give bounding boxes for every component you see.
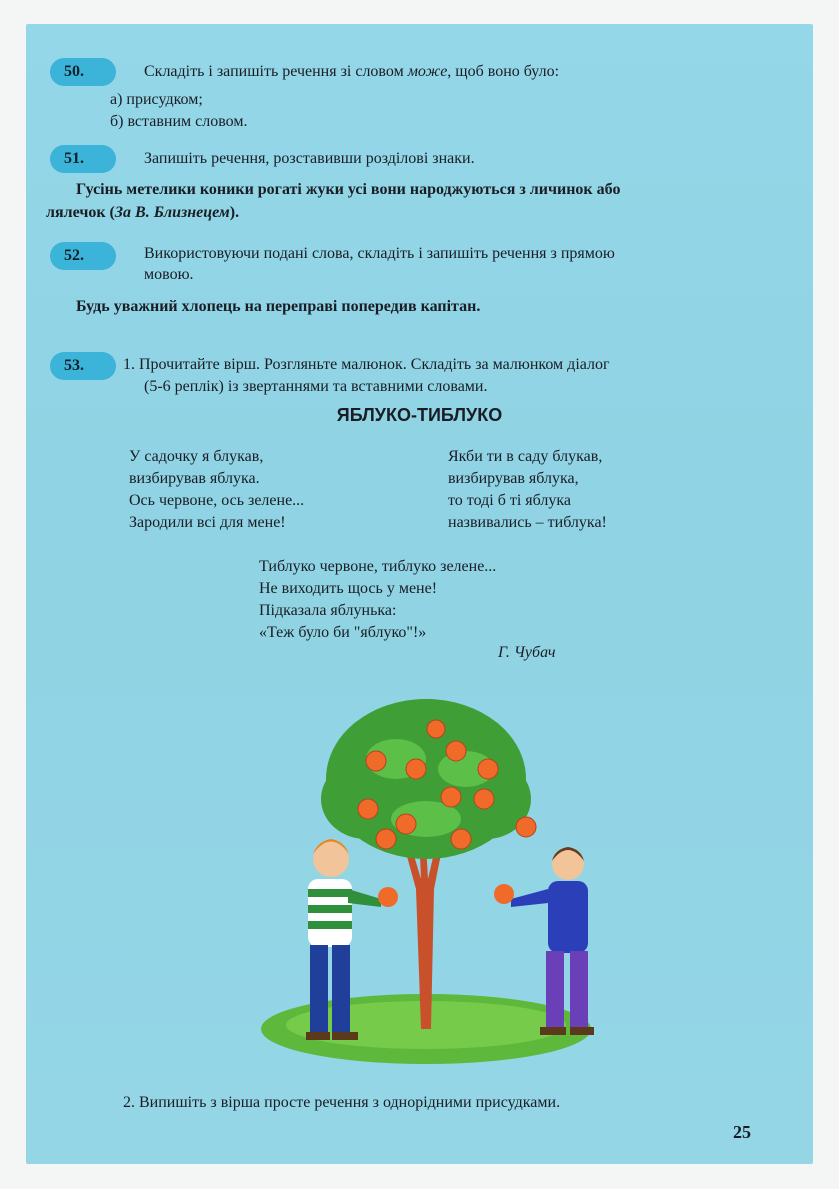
- exercise-51-text-line2: лялечок (За В. Близнецем).: [46, 204, 240, 221]
- exercise-52-text: Будь уважний хлопець на переправі попередив капітан.: [76, 298, 481, 315]
- exercise-number-51: 51.: [50, 145, 116, 173]
- exercise-51-text-line1: Гусінь метелики коники рогаті жуки усі вони народжуються з личинок або: [76, 181, 621, 198]
- exercise-51-instruction: Запишіть речення, розставивши розділові знаки.: [144, 150, 475, 167]
- poem-line: Зародили всі для мене!: [129, 514, 286, 531]
- exercise-53-task1-line1: 1. Прочитайте вірш. Розгляньте малюнок. Складіть за малюнком діалог: [123, 356, 610, 373]
- textbook-page: [26, 24, 813, 1164]
- exercise-number-50: 50.: [50, 58, 116, 86]
- exercise-number-52: 52.: [50, 242, 116, 270]
- poem-line: Тиблуко червоне, тиблуко зелене...: [259, 558, 497, 575]
- poem-line: то тоді б ті яблука: [448, 492, 571, 509]
- apple-tree-illustration: [256, 689, 596, 1069]
- poem-line: Підказала яблунька:: [259, 602, 397, 619]
- poem-title: ЯБЛУКО-ТИБЛУКО: [336, 405, 503, 425]
- poem-line: «Теж було би "яблуко"!»: [259, 624, 427, 641]
- poem-stanza-1: [129, 446, 304, 534]
- poem-line: Ось червоне, ось зелене...: [129, 492, 305, 509]
- exercise-52-instruction-line2: мовою.: [144, 266, 194, 283]
- exercise-52-instruction-line1: Використовуючи подані слова, складіть і запишіть речення з прямою: [144, 245, 615, 262]
- exercise-number-53: 53.: [50, 352, 116, 380]
- exercise-53-task2: 2. Випишіть з вірша просте речення з однорідними присудками.: [123, 1094, 561, 1111]
- poem-line: назвивались – тиблука!: [448, 514, 607, 531]
- exercise-50-option-a: а) присудком;: [110, 91, 203, 108]
- exercise-53-task1-line2: (5-6 реплік) із звертаннями та вставними словами.: [144, 378, 488, 395]
- exercise-50-option-b: б) вставним словом.: [110, 113, 248, 130]
- poem-line: визбирував яблука.: [129, 470, 260, 487]
- page-number: 25: [733, 1122, 751, 1142]
- poem-stanza-2: [448, 446, 607, 534]
- poem-line: У садочку я блукав,: [129, 448, 264, 465]
- exercise-50-instruction: Складіть і запишіть речення зі словом може, щоб воно було:: [144, 63, 560, 80]
- poem-line: Не виходить щось у мене!: [259, 580, 438, 597]
- poem-line: Якби ти в саду блукав,: [448, 448, 603, 465]
- poem-line: визбирував яблука,: [448, 470, 579, 487]
- poem-stanza-3: [259, 556, 496, 644]
- poem-author: Г. Чубач: [498, 644, 556, 661]
